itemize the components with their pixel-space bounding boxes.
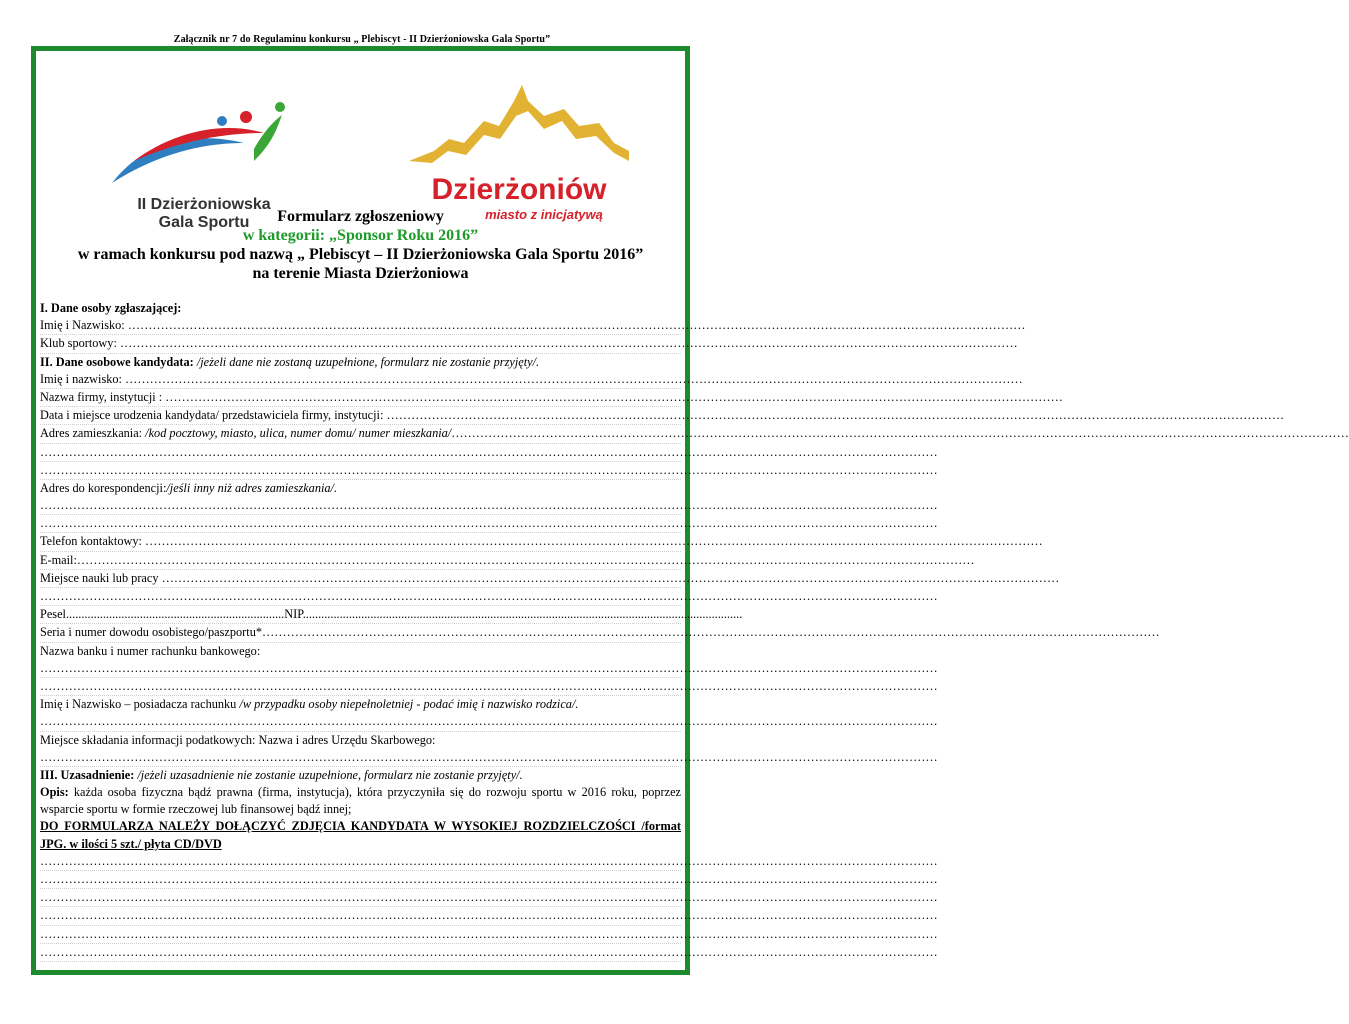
address-line-3[interactable] — [40, 462, 681, 480]
title-line-3: w ramach konkursu pod nazwą „ Plebiscyt – II Dzierżoniowska Gala Sportu 2016” — [77, 246, 644, 263]
city-skyline — [409, 85, 629, 163]
pesel-label: Pesel — [40, 607, 66, 622]
company-field[interactable] — [40, 389, 681, 407]
justification-line-6[interactable] — [40, 944, 681, 962]
correspondence-label: Adres do korespondencji: — [40, 480, 167, 495]
opis-label: Opis: — [40, 785, 69, 800]
city-logo-slogan: miasto z inicjatywą — [485, 207, 603, 222]
correspondence-line-1[interactable] — [40, 497, 681, 515]
nip-dots: ............................................................................................................................................... — [302, 607, 743, 622]
header-note: Załącznik nr 7 do Regulaminu konkursu „ Plebiscyt - II Dzierżoniowska Gala Sportu” — [173, 34, 551, 45]
nip-label: NIP — [284, 607, 303, 622]
form-frame — [31, 46, 743, 975]
submitter-name-field[interactable] — [40, 317, 681, 335]
candidate-name-field[interactable] — [40, 371, 681, 389]
gala-swoosh-green — [254, 115, 282, 161]
justification-line-3[interactable] — [40, 889, 681, 907]
correspondence-field — [40, 480, 681, 497]
company-label: Nazwa firmy, instytucji : — [40, 389, 166, 404]
tax-label: Miejsce składania informacji podatkowych: Nazwa i adres Urzędu Skarbowego: — [40, 732, 436, 747]
justification-line-4[interactable] — [40, 907, 681, 925]
tax-line[interactable] — [40, 749, 681, 767]
gala-head-blue — [217, 116, 227, 126]
candidate-name-label: Imię i nazwisko: — [40, 371, 126, 386]
birth-field[interactable] — [40, 407, 681, 425]
holder-line[interactable] — [40, 713, 681, 731]
phone-field[interactable] — [40, 533, 681, 551]
photo-notice: DO FORMULARZA NALEŻY DOŁĄCZYĆ ZDJĘCIA KANDYDATA W WYSOKIEJ ROZDZIELCZOŚCI /format JPG. w ilości 5 szt./ płyta CD/DVD — [40, 819, 681, 851]
section3-heading-text: III. Uzasadnienie: — [40, 767, 138, 782]
section2-heading-note: /jeżeli dane nie zostaną uzupełnione, formularz nie zostanie przyjęty/. — [196, 354, 540, 369]
section2-heading-text: II. Dane osobowe kandydata: — [40, 354, 197, 369]
section3-heading — [40, 767, 681, 784]
bank-line-1[interactable] — [40, 660, 681, 678]
school-label: Miejsce nauki lub pracy — [40, 570, 162, 585]
school-field[interactable] — [40, 570, 681, 588]
pesel-nip-field[interactable] — [40, 606, 743, 624]
opis-text: każda osoba fizyczna bądź prawna (firma, instytucja), która przyczyniła się do rozwoju sportu w 2016 roku, poprzez wsparcie sportu w formie rzeczowej lub finansowej bądź innej; — [40, 785, 681, 817]
holder-note: /w przypadku osoby niepełnoletniej - podać imię i nazwisko rodzica/. — [239, 697, 579, 712]
form-content — [40, 300, 743, 962]
id-label: Seria i numer dowodu osobistego/paszportu* — [40, 625, 262, 640]
form-title — [36, 207, 685, 283]
gala-head-red — [240, 111, 252, 123]
phone-label: Telefon kontaktowy: — [40, 534, 146, 549]
address-label: Adres zamieszkania: — [40, 426, 146, 441]
justification-line-5[interactable] — [40, 926, 681, 944]
gala-logo-line2: Gala Sportu — [158, 214, 250, 231]
bank-line-2[interactable] — [40, 678, 681, 696]
id-field[interactable] — [40, 624, 681, 642]
title-category: w kategorii: „Sponsor Roku 2016” — [242, 227, 479, 244]
pesel-dots: ....................................................................... — [65, 607, 285, 622]
justification-line-1[interactable] — [40, 853, 681, 871]
opis-paragraph — [40, 784, 681, 818]
address-field[interactable] — [40, 425, 681, 443]
holder-label: Imię i Nazwisko – posiadacza rachunku — [40, 697, 240, 712]
address-note: /kod pocztowy, miasto, ulica, numer domu/ numer mieszkania/ — [145, 426, 452, 441]
section3-heading-note: /jeżeli uzasadnienie nie zostanie uzupełnione, formularz nie zostanie przyjęty/. — [137, 767, 523, 782]
holder-field — [40, 696, 681, 713]
justification-line-2[interactable] — [40, 871, 681, 889]
club-label: Klub sportowy: — [40, 336, 120, 351]
email-field[interactable] — [40, 552, 681, 570]
club-field[interactable] — [40, 335, 681, 353]
address-line-2[interactable] — [40, 444, 681, 462]
bank-label: Nazwa banku i numer rachunku bankowego: — [40, 643, 261, 658]
section1-heading: I. Dane osoby zgłaszającej: — [40, 301, 182, 315]
title-line-1: Formularz zgłoszeniowy — [277, 208, 444, 225]
email-label: E-mail: — [40, 552, 77, 567]
correspondence-line-2[interactable] — [40, 515, 681, 533]
gala-head-green — [275, 102, 285, 112]
correspondence-note: /jeśli inny niż adres zamieszkania/. — [166, 480, 338, 495]
submitter-name-label: Imię i Nazwisko: — [40, 318, 128, 333]
title-line-4: na terenie Miasta Dzierżoniowa — [252, 265, 469, 282]
school-line-2[interactable] — [40, 588, 681, 606]
city-logo-name: Dzierżoniów — [431, 173, 607, 206]
section2-heading — [40, 354, 681, 371]
birth-label: Data i miejsce urodzenia kandydata/ przedstawiciela firmy, instytucji: — [40, 408, 387, 423]
gala-logo-line1: II Dzierżoniowska — [137, 196, 271, 213]
